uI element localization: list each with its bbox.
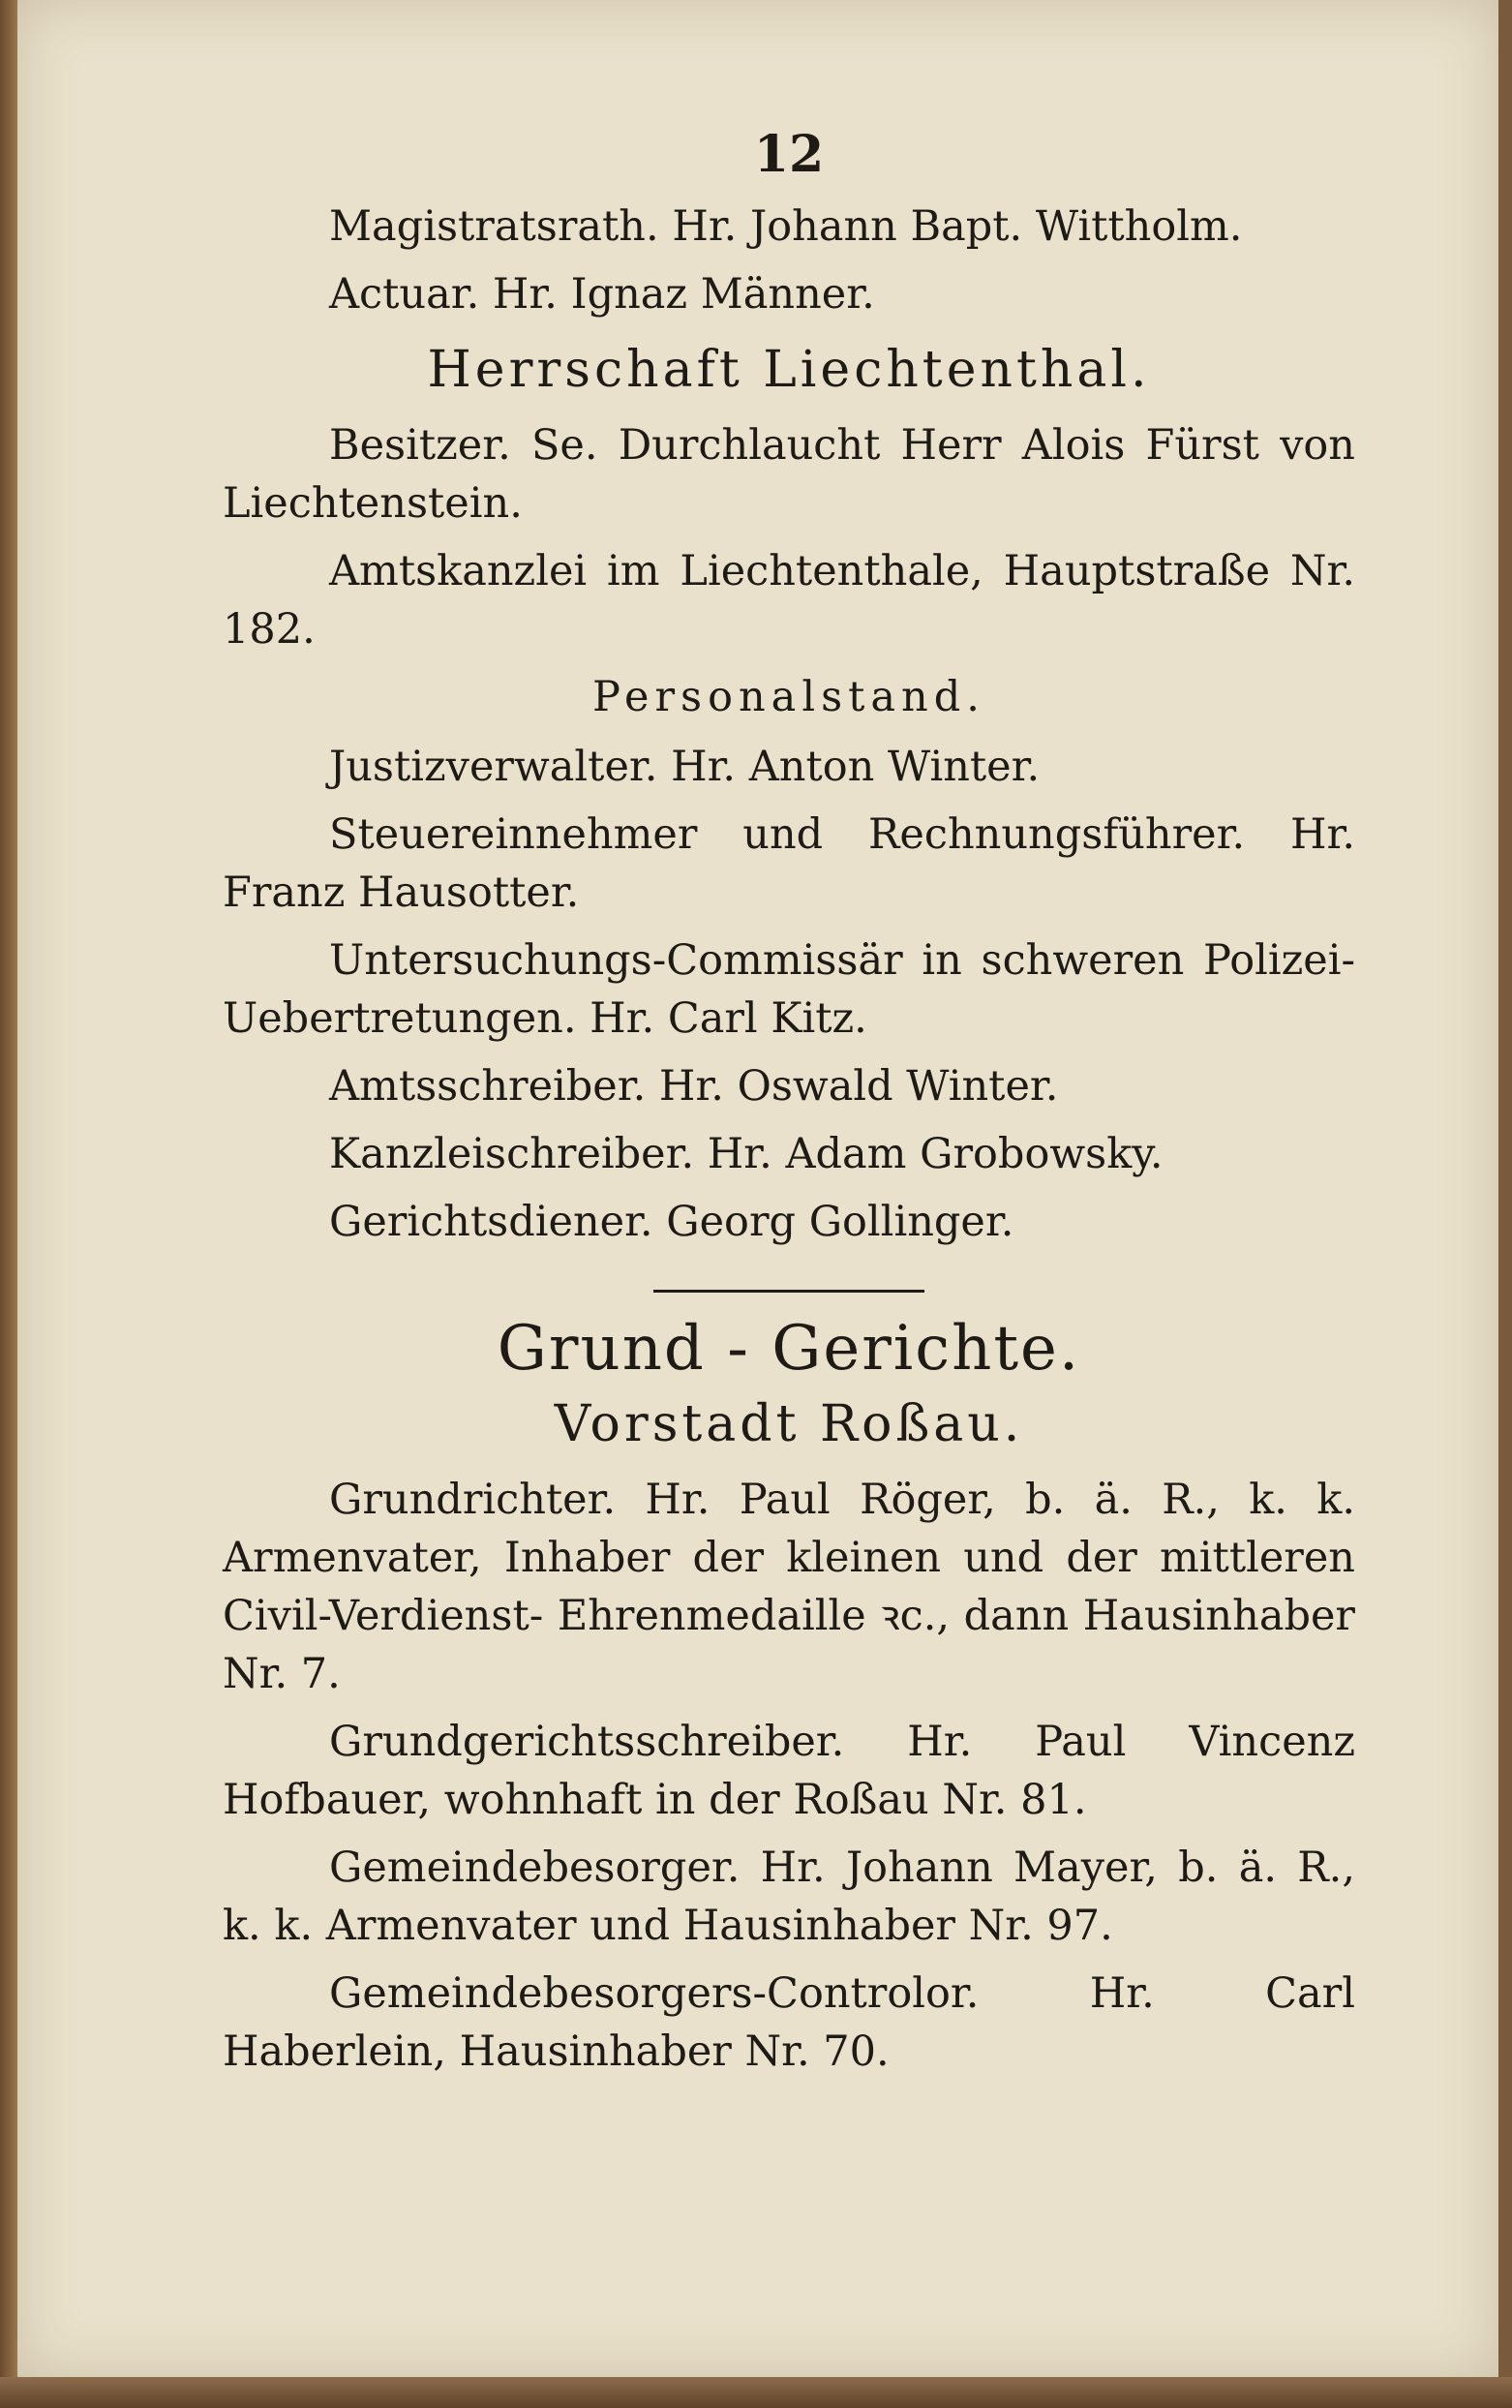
entry-magistratsrath: Magistratsrath. Hr. Johann Bapt. Wittholm. [329, 202, 1243, 251]
divider-rule [653, 1290, 924, 1293]
entry-grundrichter: Grundrichter. Hr. Paul Röger, b. ä. R., k. k. Armenvater, Inhaber der kleinen und der mittleren Civil-Verdienst- Ehrenmedaille ꝛc., dann Hausinhaber Nr. 7. [223, 1476, 1355, 1698]
section-heading-liechtenthal: Herrschaft Liechtenthal. [427, 341, 1151, 399]
entry-steuereinnehmer: Steuereinnehmer und Rechnungsführer. Hr. Franz Hausotter. [223, 810, 1355, 917]
entry-amtskanzlei: Amtskanzlei im Liechtenthale, Hauptstraße Nr. 182. [223, 547, 1355, 654]
page-text [223, 126, 1355, 2090]
subheading-personalstand: Personalstand. [592, 673, 985, 721]
entry-besitzer: Besitzer. Se. Durchlaucht Herr Alois Fürst von Liechtenstein. [223, 421, 1355, 528]
entry-actuar: Actuar. Hr. Ignaz Männer. [329, 270, 875, 319]
entry-grundgerichtsschreiber: Grundgerichtsschreiber. Hr. Paul Vincenz Hofbauer, wohnhaft in der Roßau Nr. 81. [223, 1718, 1355, 1824]
entry-justizverwalter: Justizverwalter. Hr. Anton Winter. [329, 743, 1041, 791]
entry-amtsschreiber: Amtsschreiber. Hr. Oswald Winter. [329, 1062, 1059, 1111]
page-number: 12 [753, 125, 825, 184]
section-heading-grund-gerichte: Grund - Gerichte. [497, 1313, 1081, 1385]
entry-gerichtsdiener: Gerichtsdiener. Georg Gollinger. [329, 1198, 1014, 1246]
entry-untersuchungs-commissaer: Untersuchungs-Commissär in schweren Polizei-Uebertretungen. Hr. Carl Kitz. [223, 936, 1355, 1043]
page-bottom-edge [0, 2377, 1512, 2408]
entry-kanzleischreiber: Kanzleischreiber. Hr. Adam Grobowsky. [329, 1130, 1164, 1178]
entry-gemeindebesorgers-controlor: Gemeindebesorgers-Controlor. Hr. Carl Haberlein, Hausinhaber Nr. 70. [223, 1969, 1355, 2076]
book-spine [0, 0, 17, 2408]
entry-gemeindebesorger: Gemeindebesorger. Hr. Johann Mayer, b. ä. R., k. k. Armenvater und Hausinhaber Nr. 97. [223, 1844, 1355, 1950]
section-heading-rossau: Vorstadt Roßau. [554, 1395, 1024, 1453]
